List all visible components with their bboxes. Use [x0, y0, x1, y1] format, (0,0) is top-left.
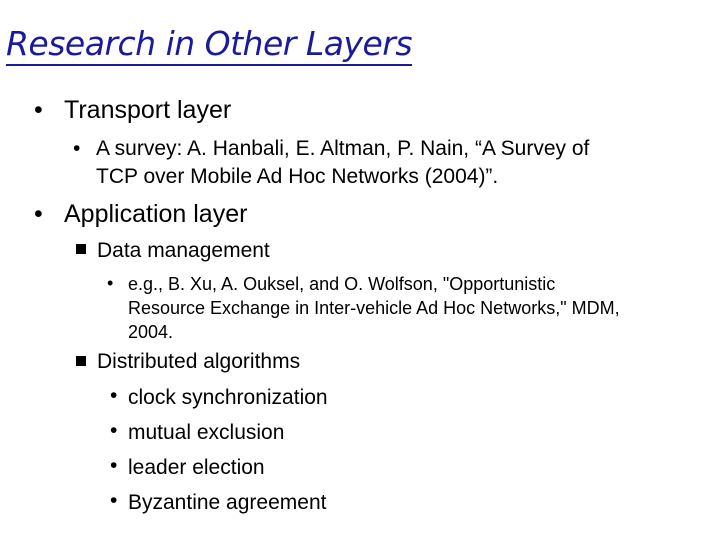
bullet-algo-2: • [110, 419, 118, 442]
square-bullet-data-mgmt [76, 244, 86, 254]
bullet-algo-3: • [110, 454, 118, 477]
bullet-algo-1: • [110, 384, 118, 407]
square-bullet-distributed [76, 356, 86, 366]
algo-item: clock synchronization [128, 386, 328, 409]
bullet-algo-4: • [110, 489, 118, 512]
algo-item: leader election [128, 456, 265, 479]
bullet-transport: • [34, 96, 43, 124]
slide-title: Research in Other Layers [6, 24, 412, 66]
reference-line-3: 2004. [128, 322, 174, 342]
application-heading: Application layer [64, 200, 248, 228]
algo-item: mutual exclusion [128, 421, 285, 444]
bullet-reference: • [107, 273, 114, 293]
reference-line-2: Resource Exchange in Inter-vehicle Ad Hoc Networks," MDM, [128, 298, 620, 318]
bullet-application: • [34, 200, 43, 228]
data-mgmt-heading: Data management [97, 239, 270, 262]
distributed-heading: Distributed algorithms [97, 350, 301, 373]
reference-line-1: e.g., B. Xu, A. Ouksel, and O. Wolfson, "Opportunistic [128, 274, 556, 294]
bullet-survey: • [73, 137, 81, 160]
algo-item: Byzantine agreement [128, 491, 327, 514]
survey-line-2: TCP over Mobile Ad Hoc Networks (2004)”. [96, 165, 499, 188]
transport-heading: Transport layer [64, 96, 232, 124]
survey-line-1: A survey: A. Hanbali, E. Altman, P. Nain, “A Survey of [96, 137, 590, 160]
